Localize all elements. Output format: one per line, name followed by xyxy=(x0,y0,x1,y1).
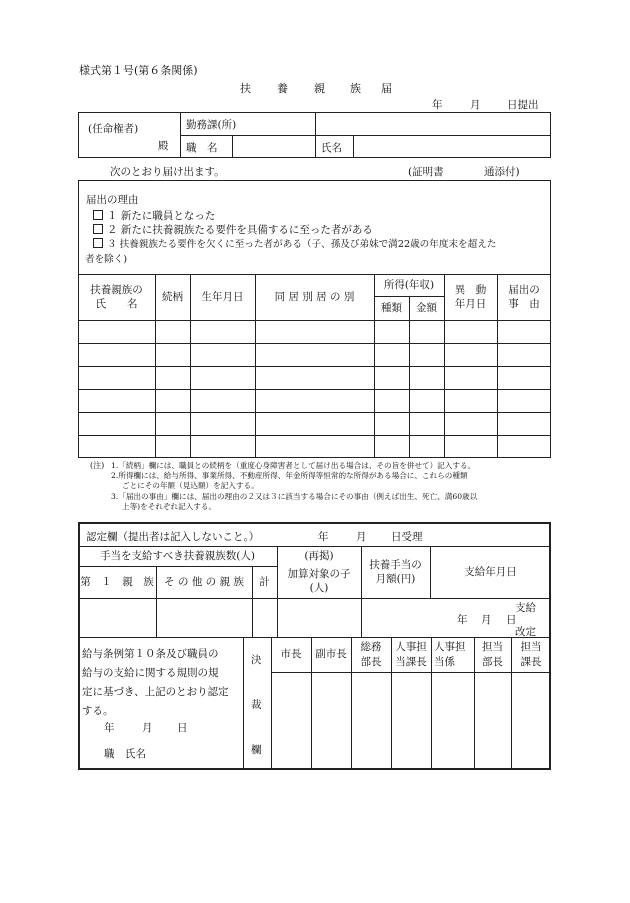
submit-month: 月 xyxy=(470,99,481,111)
checkbox[interactable] xyxy=(93,210,103,220)
note-line: 1.「続柄」欄には、職員との続柄を（重度心身障害者として届け出る場合は、その旨を併せて）記入する。 xyxy=(111,461,476,470)
submit-day: 日提出 xyxy=(507,99,539,111)
dept-field[interactable] xyxy=(316,113,550,134)
col-header-change: 異 動 年月日 xyxy=(454,283,487,310)
honorific: 殿 xyxy=(158,140,169,152)
revise-label: 改定 xyxy=(515,626,536,638)
pay-date-year: 年 xyxy=(457,614,468,626)
cert-text-line: 給与条例第１０条及び職員の xyxy=(82,648,219,660)
notice-text: 次のとおり届け出ます。 xyxy=(110,166,225,178)
title-char: 届 xyxy=(381,82,392,95)
addition-child-label: 加算対象の子 (人) xyxy=(287,567,351,594)
dept-label: 勤務課(所) xyxy=(186,119,237,131)
signer-dept-head: 担当 部長 xyxy=(482,641,503,668)
decision-char: 決 xyxy=(251,654,262,666)
title-char: 養 xyxy=(277,82,288,95)
reason-option-2[interactable]: ２ 新たに扶養親族たる要件を具備するに至った者がある xyxy=(93,222,373,237)
certificate-attached: 通添付) xyxy=(484,166,520,178)
cert-text-line: 給与の支給に関する規則の規 xyxy=(82,667,219,679)
col-header-income: 所得(年収) xyxy=(383,278,435,291)
approval-heading: 認定欄（提出者は記入しないこと。） xyxy=(86,531,260,543)
appointer-label: (任命権者) xyxy=(88,123,139,135)
pay-label: 支給 xyxy=(515,602,536,614)
title-char: 親 xyxy=(314,82,325,95)
other-relative-label: そ の 他 の 親 族 xyxy=(164,575,244,588)
count-header: 手当を支給すべき扶養親族数(人) xyxy=(100,549,255,562)
cert-day: 日 xyxy=(177,722,188,734)
received-month: 月 xyxy=(356,531,367,543)
received-day: 日受理 xyxy=(391,531,423,543)
cert-text-line: する。 xyxy=(82,705,114,717)
title-char: 族 xyxy=(350,82,361,95)
pay-date-label: 支給年月日 xyxy=(464,565,517,578)
title-char: 扶 xyxy=(240,82,251,95)
notes-prefix: (注) xyxy=(90,461,105,470)
official-name-label: 職 氏名 xyxy=(104,748,146,760)
cert-text-line: 定に基づき、上記のとおり認定 xyxy=(82,686,229,698)
signer-general-affairs: 総務 部長 xyxy=(360,641,382,668)
submit-year: 年 xyxy=(432,99,443,111)
note-line: ごとにその年額（見込額）を記入する。 xyxy=(122,481,259,490)
certificate-label: (証明書 xyxy=(408,166,444,178)
checkbox[interactable] xyxy=(93,238,103,248)
monthly-amount-label: 扶養手当の 月額(円) xyxy=(369,558,422,585)
name-label: 氏名 xyxy=(321,142,342,154)
checkbox[interactable] xyxy=(93,224,103,234)
note-line: 上等)をそれぞれ記入する。 xyxy=(122,502,217,511)
total-label: 計 xyxy=(259,575,270,588)
cert-month: 月 xyxy=(142,722,153,734)
reason-heading: 届出の理由 xyxy=(86,194,139,206)
decision-char: 裁 xyxy=(251,699,262,711)
signer-section-head: 担当 課長 xyxy=(520,641,542,668)
col-header-birth: 生年月日 xyxy=(201,290,244,303)
reprint-label: (再掲) xyxy=(304,549,334,562)
reason-option-3[interactable]: ３ 扶養親族たる要件を欠くに至った者がある（子、孫及び弟妹で満22歳の年度末を超えた xyxy=(93,236,496,250)
cert-year: 年 xyxy=(104,722,115,734)
name-field[interactable] xyxy=(354,136,550,157)
position-label: 職 名 xyxy=(186,142,218,154)
decision-char: 欄 xyxy=(251,744,262,756)
signer-personnel-staff: 人事担 当係 xyxy=(434,641,466,668)
first-relative-label: 第 １ 親 族 xyxy=(80,575,154,588)
signer-personnel-manager: 人事担 当課長 xyxy=(395,641,427,668)
note-line: 2.所得欄には、給与所得、事業所得、不動産所得、年金所得等恒常的な所得がある場合に、これらの種類 xyxy=(111,471,468,480)
col-header-income-amount: 金額 xyxy=(416,301,437,314)
reason-option-1[interactable]: １ 新たに職員となった xyxy=(93,208,215,223)
col-header-name: 扶養親族の 氏 名 xyxy=(90,283,143,310)
col-header-income-type: 種類 xyxy=(381,301,402,314)
col-header-relation: 続柄 xyxy=(162,290,183,303)
pay-date-month: 月 xyxy=(481,614,492,626)
pay-date-day: 日 xyxy=(506,614,517,626)
form-number: 様式第１号(第６条関係) xyxy=(79,64,198,77)
note-line: 3.「届出の事由」欄には、届出の理由の２又は３に該当する場合にその事由（例えば出生、死亡、満60歳以 xyxy=(111,492,478,501)
position-field[interactable] xyxy=(233,136,314,157)
signer-vice-mayor: 副市長 xyxy=(315,648,347,661)
col-header-reason: 届出の 事 由 xyxy=(508,283,540,310)
reason-option-3-cont: 者を除く) xyxy=(85,254,128,265)
col-header-residence: 同 居 別 居 の 別 xyxy=(274,290,355,303)
received-year: 年 xyxy=(318,531,329,543)
signer-mayor: 市長 xyxy=(280,648,302,661)
